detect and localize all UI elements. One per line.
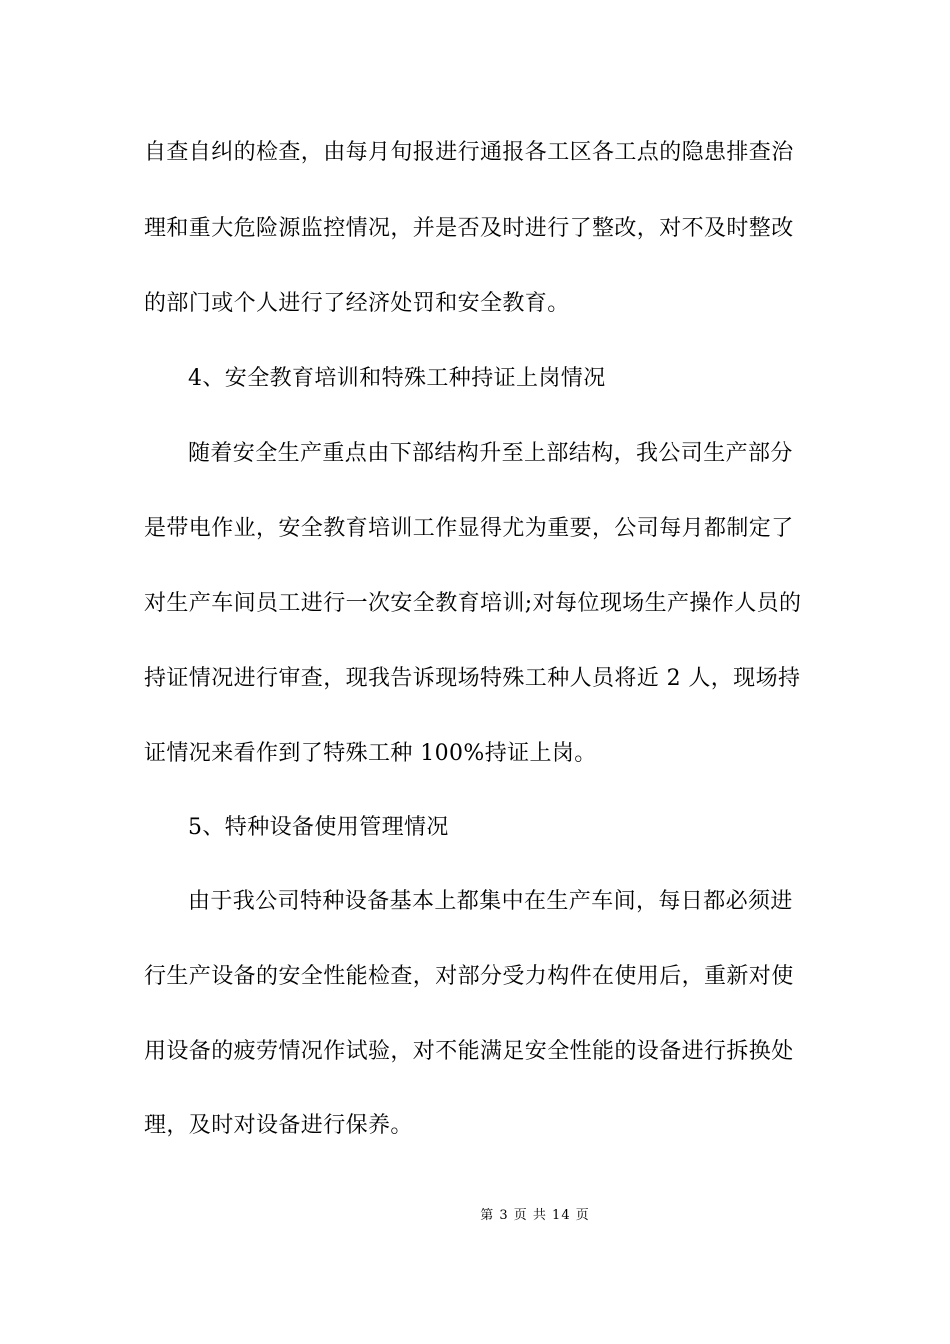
paragraph-line: 用设备的疲劳情况作试验，对不能满足安全性能的设备进行拆换处 (144, 1039, 794, 1064)
paragraph-line: 由于我公司特种设备基本上都集中在生产车间，每日都必须进 (188, 889, 793, 914)
paragraph-line: 的部门或个人进行了经济处罚和安全教育。 (144, 291, 570, 316)
paragraph-line: 自查自纠的检查，由每月旬报进行通报各工区各工点的隐患排查治 (144, 140, 794, 165)
page-number-footer: 第 3 页 共 14 页 (480, 1208, 590, 1223)
paragraph-line: 对生产车间员工进行一次安全教育培训;对每位现场生产操作人员的 (144, 591, 802, 616)
paragraph-line: 理和重大危险源监控情况，并是否及时进行了整改，对不及时整改 (144, 216, 794, 241)
paragraph-line: 证情况来看作到了特殊工种 100%持证上岗。 (144, 741, 597, 766)
paragraph-line: 随着安全生产重点由下部结构升至上部结构，我公司生产部分 (188, 441, 793, 466)
paragraph-line: 理，及时对设备进行保养。 (144, 1113, 413, 1138)
section-heading-5: 5、特种设备使用管理情况 (188, 815, 449, 840)
paragraph-line: 持证情况进行审查，现我告诉现场特殊工种人员将近 2 人，现场持 (144, 666, 801, 691)
paragraph-line: 行生产设备的安全性能检查，对部分受力构件在使用后，重新对使 (144, 964, 794, 989)
section-heading-4: 4、安全教育培训和特殊工种持证上岗情况 (188, 366, 606, 391)
paragraph-line: 是带电作业，安全教育培训工作显得尤为重要，公司每月都制定了 (144, 516, 794, 541)
